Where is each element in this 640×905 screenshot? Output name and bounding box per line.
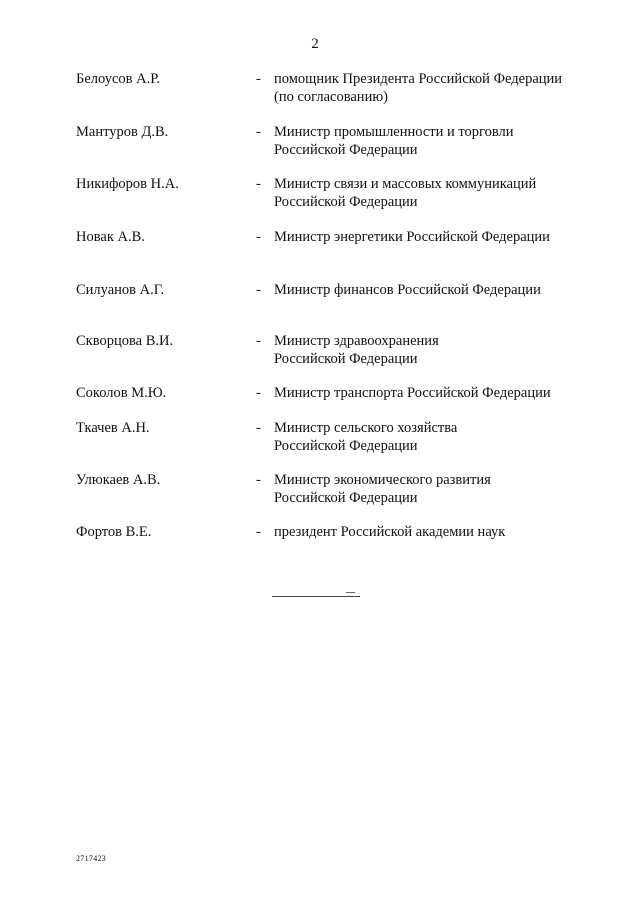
role-line: Российской Федерации [274, 350, 418, 367]
role-line: помощник Президента Российской Федерации [274, 71, 563, 87]
role-line: Российской Федерации [274, 141, 418, 158]
role-line: Российской Федерации [274, 193, 418, 210]
member-dash: - [256, 229, 261, 245]
role-line: Министр финансов Российской Федерации [274, 282, 541, 298]
member-name: Скворцова В.И. [76, 333, 174, 349]
end-separator-line [272, 596, 360, 597]
member-role [274, 524, 614, 542]
member-dash: - [256, 524, 261, 540]
separator-mark [346, 592, 355, 596]
role-line: Министр здравоохранения [274, 333, 439, 349]
member-role [274, 472, 614, 507]
role-line: Министр транспорта Российской Федерации [274, 385, 551, 401]
role-line: Министр экономического развития [274, 472, 491, 488]
role-line: президент Российской академии наук [274, 524, 506, 540]
member-role [274, 385, 614, 403]
role-line: Министр энергетики Российской Федерации [274, 229, 550, 245]
role-line: Российской Федерации [274, 437, 418, 454]
document-code: 2717423 [76, 854, 107, 863]
member-role [274, 71, 614, 106]
role-line: Министр промышленности и торговли [274, 124, 514, 140]
role-line: Российской Федерации [274, 489, 418, 506]
role-line: Министр связи и массовых коммуникаций [274, 176, 537, 192]
member-role [274, 229, 614, 247]
role-line: Министр сельского хозяйства [274, 420, 458, 436]
member-name: Никифоров Н.А. [76, 176, 179, 192]
member-name: Улюкаев А.В. [76, 472, 161, 488]
member-name: Новак А.В. [76, 229, 145, 245]
member-dash: - [256, 124, 261, 140]
member-name: Ткачев А.Н. [76, 420, 150, 436]
member-name: Силуанов А.Г. [76, 282, 165, 298]
member-role [274, 333, 614, 368]
member-dash: - [256, 333, 261, 349]
member-name: Фортов В.Е. [76, 524, 152, 540]
member-role [274, 420, 614, 455]
page-number: 2 [311, 36, 319, 52]
member-name: Белоусов А.Р. [76, 71, 161, 87]
member-dash: - [256, 71, 261, 87]
member-role [274, 176, 614, 211]
member-name: Мантуров Д.В. [76, 124, 169, 140]
member-dash: - [256, 176, 261, 192]
member-dash: - [256, 472, 261, 488]
member-dash: - [256, 385, 261, 401]
member-role [274, 124, 614, 159]
role-line: (по согласованию) [274, 88, 388, 105]
member-role [274, 282, 614, 300]
member-name: Соколов М.Ю. [76, 385, 167, 401]
member-dash: - [256, 420, 261, 436]
member-dash: - [256, 282, 261, 298]
